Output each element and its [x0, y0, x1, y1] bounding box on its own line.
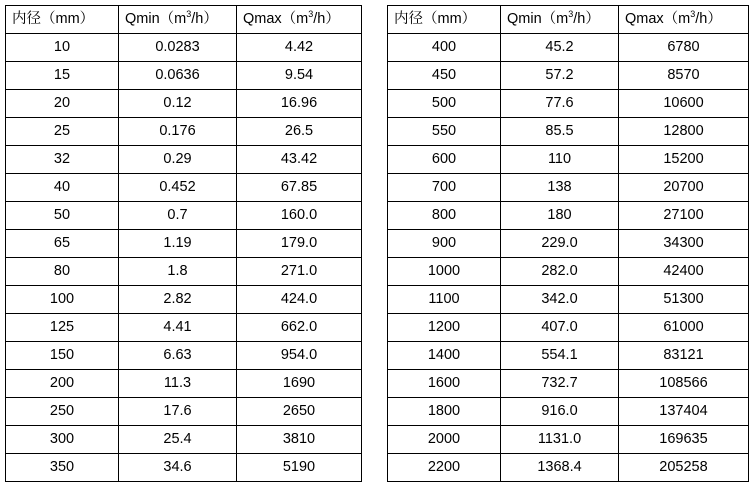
cell-qmin: 554.1 — [501, 342, 619, 370]
cell-qmin: 0.0283 — [119, 34, 237, 62]
cell-inner-diameter: 250 — [6, 398, 119, 426]
table-row — [6, 286, 362, 314]
cell-inner-diameter: 1600 — [388, 370, 501, 398]
cell-qmax: 954.0 — [237, 342, 362, 370]
table-row — [6, 342, 362, 370]
cell-qmax: 160.0 — [237, 202, 362, 230]
table-row — [6, 230, 362, 258]
cell-qmin: 17.6 — [119, 398, 237, 426]
table-row — [6, 454, 362, 482]
cell-inner-diameter: 1800 — [388, 398, 501, 426]
cell-inner-diameter: 80 — [6, 258, 119, 286]
cell-qmin: 1.19 — [119, 230, 237, 258]
header-text: Qmax（m — [243, 11, 309, 27]
cell-qmin: 0.452 — [119, 174, 237, 202]
table-row — [388, 62, 749, 90]
cell-inner-diameter: 1200 — [388, 314, 501, 342]
cell-inner-diameter: 125 — [6, 314, 119, 342]
cell-qmin: 11.3 — [119, 370, 237, 398]
table-row — [6, 146, 362, 174]
cell-qmin: 342.0 — [501, 286, 619, 314]
cell-qmin: 407.0 — [501, 314, 619, 342]
cell-qmax: 61000 — [619, 314, 749, 342]
table-row — [6, 34, 362, 62]
cell-qmax: 205258 — [619, 454, 749, 482]
flow-range-table-left — [5, 5, 362, 482]
header-text-suffix: /h） — [313, 11, 340, 27]
cell-qmin: 2.82 — [119, 286, 237, 314]
table-row — [388, 90, 749, 118]
cell-qmin: 110 — [501, 146, 619, 174]
header-inner-diameter — [388, 6, 501, 34]
cell-qmax: 3810 — [237, 426, 362, 454]
header-qmax — [619, 6, 749, 34]
header-text-suffix: /h） — [573, 11, 600, 27]
header-text-suffix: /h） — [695, 11, 722, 27]
header-qmin — [119, 6, 237, 34]
cell-inner-diameter: 200 — [6, 370, 119, 398]
cell-inner-diameter: 550 — [388, 118, 501, 146]
table-row — [388, 202, 749, 230]
table-row — [388, 118, 749, 146]
cell-inner-diameter: 800 — [388, 202, 501, 230]
cell-qmax: 51300 — [619, 286, 749, 314]
cell-qmin: 25.4 — [119, 426, 237, 454]
cell-qmax: 9.54 — [237, 62, 362, 90]
cell-qmin: 229.0 — [501, 230, 619, 258]
cell-qmin: 6.63 — [119, 342, 237, 370]
table-row — [388, 398, 749, 426]
cell-qmax: 137404 — [619, 398, 749, 426]
cell-qmax: 424.0 — [237, 286, 362, 314]
cell-qmax: 2650 — [237, 398, 362, 426]
table-row — [6, 426, 362, 454]
cell-qmax: 16.96 — [237, 90, 362, 118]
cell-qmin: 916.0 — [501, 398, 619, 426]
cell-qmin: 77.6 — [501, 90, 619, 118]
table-row — [6, 174, 362, 202]
header-qmin — [501, 6, 619, 34]
cell-inner-diameter: 2200 — [388, 454, 501, 482]
table-row — [388, 426, 749, 454]
table-header-row — [388, 6, 749, 34]
cell-inner-diameter: 40 — [6, 174, 119, 202]
cell-inner-diameter: 300 — [6, 426, 119, 454]
table-row — [388, 146, 749, 174]
table-row — [6, 62, 362, 90]
table-row — [6, 258, 362, 286]
cell-qmax: 6780 — [619, 34, 749, 62]
cell-inner-diameter: 450 — [388, 62, 501, 90]
cell-qmax: 271.0 — [237, 258, 362, 286]
header-inner-diameter — [6, 6, 119, 34]
cell-inner-diameter: 500 — [388, 90, 501, 118]
cell-inner-diameter: 25 — [6, 118, 119, 146]
cell-inner-diameter: 100 — [6, 286, 119, 314]
header-superscript: 3 — [568, 9, 574, 20]
table-body — [6, 34, 362, 482]
table-row — [6, 90, 362, 118]
header-superscript: 3 — [308, 9, 314, 20]
cell-inner-diameter: 1000 — [388, 258, 501, 286]
cell-qmax: 34300 — [619, 230, 749, 258]
header-text-suffix: /h） — [191, 11, 218, 27]
cell-qmin: 45.2 — [501, 34, 619, 62]
table-row — [388, 174, 749, 202]
cell-inner-diameter: 65 — [6, 230, 119, 258]
header-superscript: 3 — [186, 9, 192, 20]
cell-qmin: 57.2 — [501, 62, 619, 90]
table-body — [388, 34, 749, 482]
cell-qmin: 0.0636 — [119, 62, 237, 90]
table-row — [388, 258, 749, 286]
header-superscript: 3 — [690, 9, 696, 20]
cell-qmin: 138 — [501, 174, 619, 202]
cell-qmax: 67.85 — [237, 174, 362, 202]
cell-qmax: 27100 — [619, 202, 749, 230]
cell-qmax: 10600 — [619, 90, 749, 118]
table-row — [6, 118, 362, 146]
table-row — [388, 230, 749, 258]
cell-inner-diameter: 350 — [6, 454, 119, 482]
cell-qmin: 0.12 — [119, 90, 237, 118]
cell-qmax: 179.0 — [237, 230, 362, 258]
cell-qmin: 4.41 — [119, 314, 237, 342]
cell-qmax: 5190 — [237, 454, 362, 482]
header-text: Qmax（m — [625, 11, 691, 27]
cell-inner-diameter: 900 — [388, 230, 501, 258]
cell-qmax: 42400 — [619, 258, 749, 286]
header-text: 内径（mm） — [12, 11, 95, 27]
cell-inner-diameter: 15 — [6, 62, 119, 90]
cell-qmin: 0.29 — [119, 146, 237, 174]
cell-qmax: 169635 — [619, 426, 749, 454]
table-row — [6, 202, 362, 230]
cell-qmin: 1.8 — [119, 258, 237, 286]
table-row — [388, 286, 749, 314]
cell-inner-diameter: 700 — [388, 174, 501, 202]
cell-inner-diameter: 50 — [6, 202, 119, 230]
table-row — [388, 342, 749, 370]
cell-qmax: 662.0 — [237, 314, 362, 342]
cell-qmax: 1690 — [237, 370, 362, 398]
header-text: Qmin（m — [507, 11, 569, 27]
cell-inner-diameter: 600 — [388, 146, 501, 174]
cell-qmin: 1131.0 — [501, 426, 619, 454]
cell-inner-diameter: 10 — [6, 34, 119, 62]
cell-qmax: 20700 — [619, 174, 749, 202]
cell-qmax: 12800 — [619, 118, 749, 146]
table-row — [388, 454, 749, 482]
cell-qmin: 732.7 — [501, 370, 619, 398]
flow-range-table-right — [387, 5, 749, 482]
table-header-row — [6, 6, 362, 34]
cell-inner-diameter: 20 — [6, 90, 119, 118]
cell-qmin: 0.7 — [119, 202, 237, 230]
cell-qmin: 34.6 — [119, 454, 237, 482]
cell-qmax: 8570 — [619, 62, 749, 90]
table-row — [6, 398, 362, 426]
cell-qmax: 15200 — [619, 146, 749, 174]
cell-inner-diameter: 1100 — [388, 286, 501, 314]
cell-qmax: 26.5 — [237, 118, 362, 146]
table-row — [6, 370, 362, 398]
table-row — [388, 34, 749, 62]
table-row — [388, 314, 749, 342]
cell-qmax: 108566 — [619, 370, 749, 398]
cell-qmax: 83121 — [619, 342, 749, 370]
cell-inner-diameter: 400 — [388, 34, 501, 62]
cell-qmax: 43.42 — [237, 146, 362, 174]
cell-qmin: 85.5 — [501, 118, 619, 146]
cell-qmin: 1368.4 — [501, 454, 619, 482]
cell-inner-diameter: 2000 — [388, 426, 501, 454]
cell-inner-diameter: 150 — [6, 342, 119, 370]
cell-inner-diameter: 1400 — [388, 342, 501, 370]
cell-qmin: 180 — [501, 202, 619, 230]
cell-qmin: 0.176 — [119, 118, 237, 146]
header-text: 内径（mm） — [394, 11, 477, 27]
header-qmax — [237, 6, 362, 34]
cell-inner-diameter: 32 — [6, 146, 119, 174]
table-row — [388, 370, 749, 398]
header-text: Qmin（m — [125, 11, 187, 27]
cell-qmin: 282.0 — [501, 258, 619, 286]
table-row — [6, 314, 362, 342]
cell-qmax: 4.42 — [237, 34, 362, 62]
